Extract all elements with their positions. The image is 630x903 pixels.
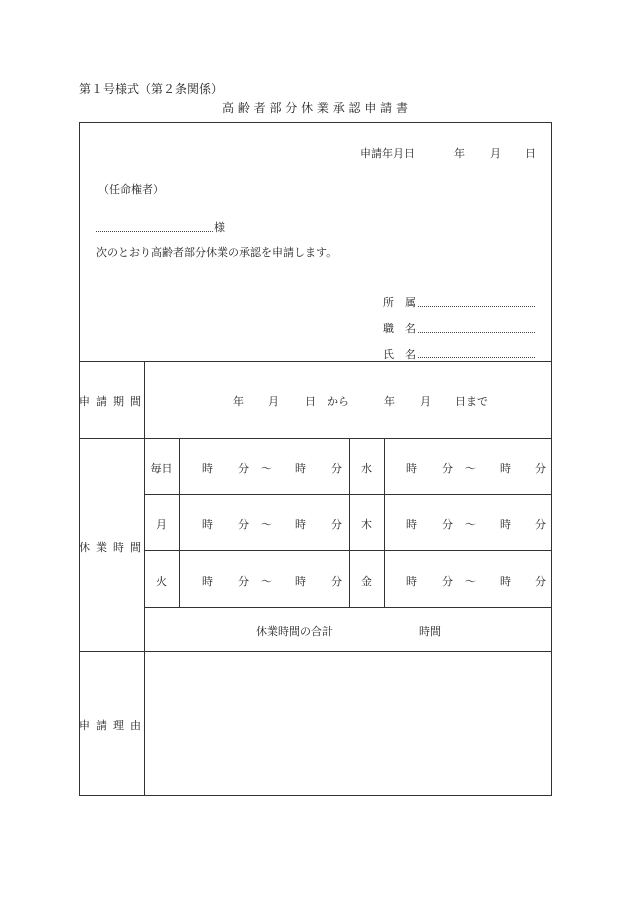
time-minute-label: 分 bbox=[331, 575, 342, 588]
time-hour-label: 時 bbox=[406, 462, 417, 475]
period-label: 申請期間 bbox=[79, 395, 147, 408]
time-minute-label: 分 bbox=[442, 518, 453, 531]
total-hours-label: 休業時間の合計 bbox=[256, 625, 333, 638]
time-hour-label: 時 bbox=[406, 575, 417, 588]
time-hour-label: 時 bbox=[202, 462, 213, 475]
divider-row2 bbox=[144, 550, 552, 551]
name-field[interactable] bbox=[418, 357, 535, 358]
divider-row1 bbox=[144, 494, 552, 495]
position-label: 職 名 bbox=[383, 322, 416, 335]
appointer-name-line[interactable] bbox=[96, 231, 213, 232]
period-year2: 年 bbox=[384, 395, 395, 408]
time-minute-label: 分 bbox=[331, 518, 342, 531]
time-minute-label: 分 bbox=[535, 518, 546, 531]
day-friday: 金 bbox=[361, 575, 372, 588]
time-hour-label: 時 bbox=[295, 518, 306, 531]
time-tilde: ～ bbox=[465, 575, 476, 588]
period-day-to: 日まで bbox=[455, 395, 488, 408]
form-title: 高 齢 者 部 分 休 業 承 認 申 請 書 bbox=[222, 101, 408, 115]
time-hour-label: 時 bbox=[295, 462, 306, 475]
period-month2: 月 bbox=[420, 395, 431, 408]
affiliation-field[interactable] bbox=[418, 306, 535, 307]
time-hour-label: 時 bbox=[500, 575, 511, 588]
time-hour-label: 時 bbox=[500, 462, 511, 475]
time-hour-label: 時 bbox=[406, 518, 417, 531]
sama-label: 様 bbox=[214, 221, 225, 234]
time-minute-label: 分 bbox=[238, 518, 249, 531]
time-minute-label: 分 bbox=[535, 575, 546, 588]
time-hour-label: 時 bbox=[202, 518, 213, 531]
day-left-divider bbox=[179, 438, 180, 607]
appointer-label: （任命権者） bbox=[98, 183, 164, 196]
divider-row3 bbox=[144, 607, 552, 608]
reason-field[interactable] bbox=[145, 652, 551, 795]
time-hour-label: 時 bbox=[500, 518, 511, 531]
time-hour-label: 時 bbox=[202, 575, 213, 588]
period-day-from: 日 から bbox=[305, 395, 349, 408]
time-minute-label: 分 bbox=[331, 462, 342, 475]
date-day-label: 日 bbox=[525, 147, 536, 160]
day-right-divider bbox=[384, 438, 385, 607]
time-tilde: ～ bbox=[465, 462, 476, 475]
time-minute-label: 分 bbox=[442, 462, 453, 475]
total-hours-unit: 時間 bbox=[419, 625, 441, 638]
position-field[interactable] bbox=[418, 332, 535, 333]
period-year1: 年 bbox=[233, 395, 244, 408]
time-minute-label: 分 bbox=[442, 575, 453, 588]
time-hour-label: 時 bbox=[295, 575, 306, 588]
affiliation-label: 所 属 bbox=[383, 296, 416, 309]
time-tilde: ～ bbox=[261, 518, 272, 531]
day-tuesday: 火 bbox=[156, 575, 167, 588]
day-wednesday: 水 bbox=[361, 462, 372, 475]
period-month1: 月 bbox=[268, 395, 279, 408]
day-thursday: 木 bbox=[361, 518, 372, 531]
time-minute-label: 分 bbox=[238, 462, 249, 475]
date-month-label: 月 bbox=[490, 147, 501, 160]
day-monday: 月 bbox=[156, 518, 167, 531]
request-text: 次のとおり高齢者部分休業の承認を申請します。 bbox=[96, 246, 338, 259]
time-tilde: ～ bbox=[261, 462, 272, 475]
time-minute-label: 分 bbox=[238, 575, 249, 588]
day-everyday: 毎日 bbox=[150, 462, 173, 475]
form-number: 第１号様式（第２条関係） bbox=[79, 82, 224, 96]
date-year-label: 年 bbox=[454, 147, 465, 160]
divider-period bbox=[79, 438, 552, 439]
name-label: 氏 名 bbox=[383, 348, 416, 361]
reason-label: 申請理由 bbox=[79, 719, 147, 732]
time-tilde: ～ bbox=[465, 518, 476, 531]
time-minute-label: 分 bbox=[535, 462, 546, 475]
time-tilde: ～ bbox=[261, 575, 272, 588]
application-date-label: 申請年月日 bbox=[360, 147, 415, 160]
divider-header bbox=[79, 361, 552, 362]
hours-label: 休業時間 bbox=[79, 541, 147, 554]
